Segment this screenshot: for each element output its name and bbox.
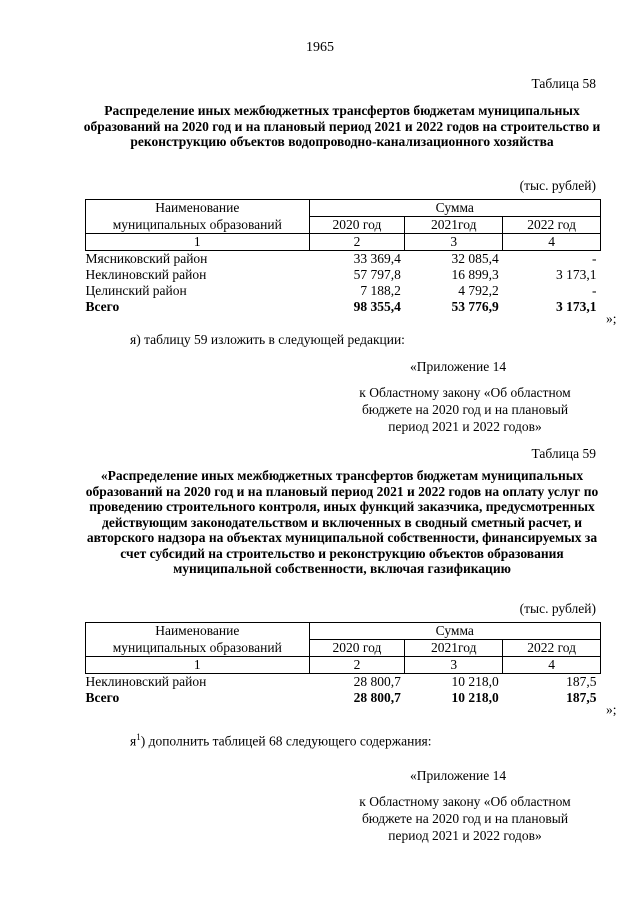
row-2020: 7 188,2: [360, 283, 401, 298]
header-col-num-4: 4: [503, 234, 601, 251]
header-sum: Сумма: [309, 623, 600, 640]
appendix-1-line3: бюджете на 2020 год и на плановый: [361, 402, 569, 417]
total-2020: 98 355,4: [353, 299, 401, 314]
table-row: [86, 674, 601, 691]
total-name: Всего: [85, 690, 120, 705]
appendix-2-line4: период 2021 и 2022 годов»: [388, 828, 542, 843]
header-col-num-3: 3: [405, 234, 503, 251]
table-58-title: Распределение иных межбюджетных трансфертов бюджетам муниципальных образований на 2020 год и на плановый период 2021 и 2022 годов на строительство и реконструкцию объектов водопроводно-канализационного хозяйства: [83, 103, 601, 149]
table-58: [85, 199, 601, 315]
header-2022: 2022 год: [503, 217, 601, 234]
row-2020: 57 797,8: [353, 267, 401, 282]
header-sum: Сумма: [309, 200, 600, 217]
table-58-unit: (тыс. рублей): [519, 178, 596, 193]
row-name: Неклиновский район: [85, 674, 207, 689]
row-2022: -: [592, 283, 597, 298]
table-row: [86, 283, 601, 299]
total-name: Всего: [85, 299, 120, 314]
header-col-num-1: 1: [86, 657, 310, 674]
paragraph-ya1-text: ) дополнить таблицей 68 следующего содержания:: [140, 733, 432, 749]
appendix-1-line2: к Областному закону «Об областном: [359, 385, 571, 400]
row-2021: 4 792,2: [458, 283, 499, 298]
row-2021: 10 218,0: [451, 674, 499, 689]
total-2020: 28 800,7: [353, 690, 401, 705]
header-col-num-3: 3: [405, 657, 503, 674]
header-name-line1: Наименование: [86, 200, 310, 217]
table-row: [86, 267, 601, 283]
appendix-2-title: «Приложение 14: [410, 768, 507, 783]
total-row: [86, 299, 601, 315]
appendix-2-line3: бюджете на 2020 год и на плановый: [361, 811, 569, 826]
header-name-line2: муниципальных образований: [86, 217, 310, 234]
row-name: Неклиновский район: [85, 267, 207, 282]
total-2021: 53 776,9: [451, 299, 499, 314]
row-2021: 32 085,4: [451, 251, 499, 266]
paragraph-ya1-superscript: 1: [136, 732, 141, 742]
header-2021: 2021год: [405, 217, 503, 234]
table-58-label: Таблица 58: [531, 76, 596, 91]
table-59-closing-quote: »;: [606, 702, 617, 717]
table-row: [86, 251, 601, 268]
table-59-label: Таблица 59: [531, 446, 596, 461]
row-2020: 33 369,4: [353, 251, 401, 266]
header-col-num-4: 4: [503, 657, 601, 674]
page-number: 1965: [306, 40, 334, 55]
row-2022: 3 173,1: [556, 267, 597, 282]
row-2022: -: [592, 251, 597, 266]
table-59-unit: (тыс. рублей): [519, 601, 596, 616]
table-59-title: «Распределение иных межбюджетных трансфертов бюджетам муниципальных образований на 2020 год и на плановый период 2021 и 2022 годов на оплату услуг по проведению строительного контроля, иных функций заказчика, предусмотренных действующим законодательством и включенных в сводный сметный расчет, и авторского надзора на объектах муниципальной собственности, финансируемых за счет субсидий на строительство и реконструкцию объектов образования муниципальной собственности, включая газификацию: [85, 468, 599, 576]
paragraph-ya1-prefix: я: [130, 733, 137, 749]
header-2022: 2022 год: [503, 640, 601, 657]
header-name-line1: Наименование: [86, 623, 310, 640]
header-name-line2: муниципальных образований: [86, 640, 310, 657]
header-2020: 2020 год: [309, 217, 405, 234]
row-2022: 187,5: [566, 674, 597, 689]
row-2020: 28 800,7: [353, 674, 401, 689]
table-58-closing-quote: »;: [606, 311, 617, 326]
row-name: Целинский район: [85, 283, 187, 298]
paragraph-ya: я) таблицу 59 изложить в следующей редакции:: [130, 332, 405, 347]
header-col-num-2: 2: [309, 657, 405, 674]
appendix-1-line4: период 2021 и 2022 годов»: [388, 419, 542, 434]
table-59: [85, 622, 601, 706]
row-name: Мясниковский район: [85, 251, 208, 266]
header-2021: 2021год: [405, 640, 503, 657]
total-2022: 3 173,1: [556, 299, 597, 314]
header-col-num-1: 1: [86, 234, 310, 251]
header-col-num-2: 2: [309, 234, 405, 251]
paragraph-ya1: [130, 732, 432, 750]
appendix-2-line2: к Областному закону «Об областном: [359, 794, 571, 809]
total-row: [86, 690, 601, 706]
row-2021: 16 899,3: [451, 267, 499, 282]
total-2021: 10 218,0: [451, 690, 499, 705]
total-2022: 187,5: [566, 690, 597, 705]
header-2020: 2020 год: [309, 640, 405, 657]
appendix-1-title: «Приложение 14: [410, 359, 507, 374]
